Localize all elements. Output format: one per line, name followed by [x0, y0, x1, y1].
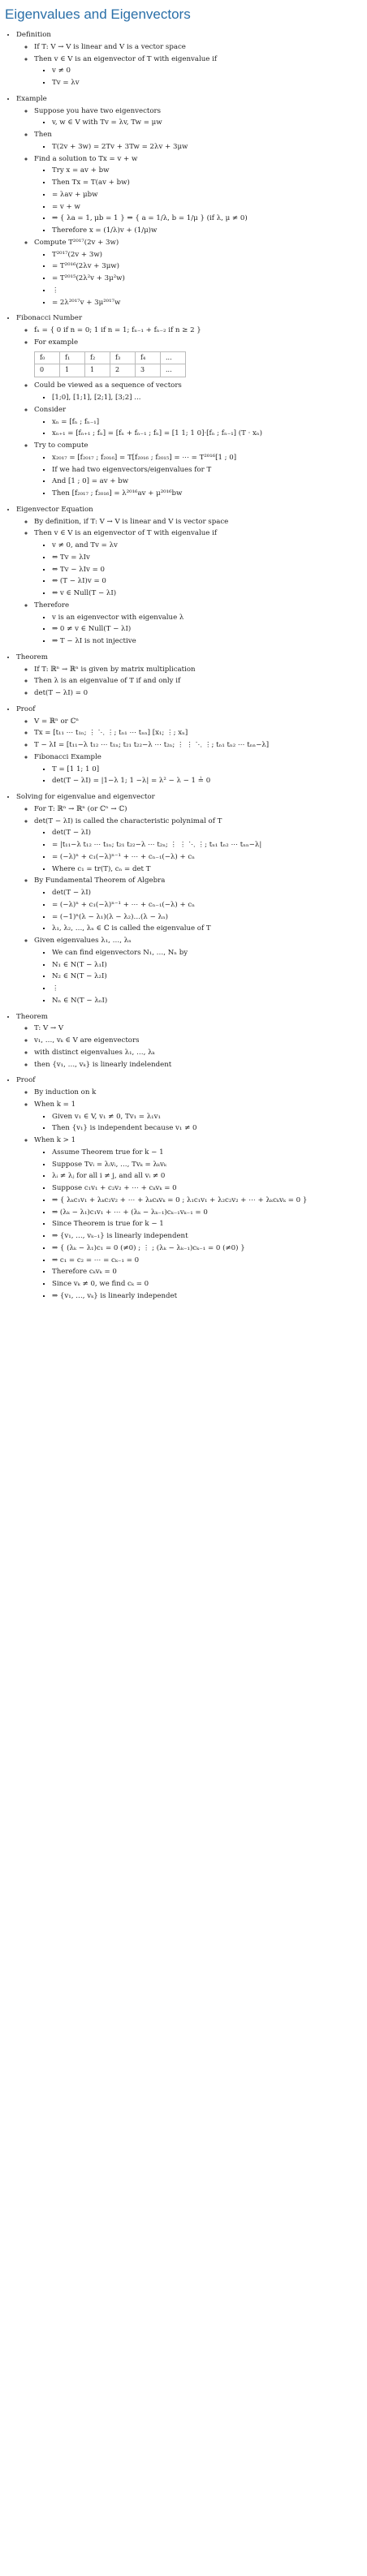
section-item	[16, 792, 362, 1007]
list-item	[52, 852, 362, 864]
section-item	[16, 704, 362, 787]
section-heading: Proof	[16, 704, 36, 713]
sub-list	[34, 1112, 362, 1135]
list-item	[52, 1279, 362, 1290]
list-item	[34, 601, 362, 648]
list-item	[52, 565, 362, 576]
list-item-text: Try x = av + bw	[52, 166, 110, 175]
list-item-text: = (−1)ⁿ(λ − λ₁)(λ − λ₂)…(λ − λₙ)	[52, 912, 169, 921]
list-item	[52, 166, 362, 177]
sub-list	[34, 765, 362, 788]
table-header-cell: f₀	[35, 351, 60, 364]
list-item	[34, 665, 362, 676]
section-list	[5, 30, 362, 1302]
list-item-text: Then	[34, 131, 52, 140]
list-item-text: Consider	[34, 405, 67, 414]
list-item-text: = (−λ)ⁿ + c₁(−λ)ⁿ⁻¹ + ⋯ + cₙ₋₁(−λ) + cₙ	[52, 900, 195, 909]
list-item	[34, 740, 362, 752]
sub-list	[34, 142, 362, 153]
list-item-text: = 2λ²⁰¹⁷v + 3μ²⁰¹⁷w	[52, 298, 121, 307]
list-item	[52, 765, 362, 776]
table-header-cell: ...	[161, 351, 186, 364]
list-item-text: ⇔ Tv − λIv = 0	[52, 565, 106, 574]
list-item	[34, 405, 362, 440]
table-cell: 2	[110, 364, 136, 377]
list-item-text: Given v₁ ∈ V, v₁ ≠ 0, Tv₁ = λ₁v₁	[52, 1112, 161, 1121]
list-item-text: xₙ₊₁ = [fₙ₊₁ ; fₙ] = [fₙ + fₙ₋₁ ; fₙ] = [1 1; 1 0]·[fₙ ; fₙ₋₁] (T · xₙ)	[52, 429, 262, 438]
list-item-text: Therefore cₖvₖ = 0	[52, 1268, 117, 1277]
sub-list	[16, 1023, 362, 1070]
list-item-text: Then Tx = T(av + bw)	[52, 179, 130, 187]
section-item	[16, 653, 362, 700]
section-item	[16, 313, 362, 499]
list-item	[52, 576, 362, 588]
list-item	[52, 924, 362, 935]
list-item	[52, 541, 362, 552]
list-item-text: ⋮	[52, 286, 59, 295]
list-item-text: Then [f₂₀₁₇ ; f₂₀₁₆] = λ²⁰¹⁶av + μ²⁰¹⁶bw	[52, 489, 183, 498]
list-item-text: N₂ ∈ N(T − λ₂I)	[52, 972, 107, 981]
list-item	[34, 528, 362, 600]
table-cell: 1	[85, 364, 110, 377]
list-item	[52, 142, 362, 153]
list-item	[34, 876, 362, 935]
list-item-text: Could be viewed as a sequence of vectors	[34, 381, 182, 390]
list-item	[52, 948, 362, 959]
list-item-text: Suppose Tvᵢ = λᵢvᵢ, …, Tvₖ = λₖvₖ	[52, 1160, 167, 1169]
list-item-text: ⇒ {v₁, …, vₖ₋₁} is linearly independent	[52, 1232, 188, 1241]
sub-list	[34, 828, 362, 875]
list-item-text: Try to compute	[34, 442, 89, 450]
list-item-text: And [1 ; 0] = av + bw	[52, 477, 129, 486]
list-item-text: For example	[34, 338, 79, 347]
list-item-text: T − λI = [t₁₁−λ t₁₂ ⋯ t₁ₙ; t₂₁ t₂₂−λ ⋯ t₂ₙ; ⋮ ⋮ ⋱ ⋮; tₙ₁ tₙ₂ ⋯ tₙₙ−λ]	[34, 741, 270, 750]
list-item	[52, 1123, 362, 1135]
list-item-text: ⇒ (λₖ − λ₁)c₁v₁ + ⋯ + (λₖ − λₖ₋₁)cₖ₋₁vₖ₋₁ = 0	[52, 1208, 208, 1217]
list-item-text: [1;0], [1;1], [2;1], [3;2] ...	[52, 394, 141, 403]
list-item-text: By induction on k	[34, 1088, 97, 1097]
sub-list	[16, 325, 362, 500]
list-item-text: λ₁, λ₂, …, λₙ ∈ ℂ is called the eigenvalue of T	[52, 924, 211, 933]
list-item-text: Since vₖ ≠ 0, we find cₖ = 0	[52, 1280, 149, 1289]
sub-list	[16, 106, 362, 309]
table-cell: 3	[136, 364, 161, 377]
section-heading: Theorem	[16, 653, 48, 661]
list-item	[52, 417, 362, 429]
section-item	[16, 94, 362, 309]
list-item-text: v ≠ 0, and Tv = λv	[52, 541, 118, 550]
table-header-cell: f₁	[60, 351, 85, 364]
list-item-text: ⋮	[52, 984, 59, 993]
sub-list	[34, 453, 362, 500]
list-item	[52, 250, 362, 261]
list-item	[52, 118, 362, 129]
list-item-text: T(2v + 3w) = 2Tv + 3Tw = 2λv + 3μw	[52, 142, 188, 151]
sub-list	[16, 1088, 362, 1303]
list-item	[52, 178, 362, 189]
list-item	[52, 900, 362, 911]
list-item-text: N₁ ∈ N(T − λ₁I)	[52, 960, 107, 969]
list-item-text: ⇔ Tv = λIv	[52, 553, 90, 562]
list-item-text: If we had two eigenvectors/eigenvalues for T	[52, 465, 212, 474]
sub-list	[34, 166, 362, 237]
list-item	[52, 190, 362, 201]
list-item	[52, 1208, 362, 1219]
list-item	[52, 960, 362, 971]
list-item	[52, 476, 362, 488]
sub-list	[34, 888, 362, 935]
list-item	[52, 624, 362, 635]
list-item-text: ⇔ v ∈ Null(T − λI)	[52, 589, 117, 598]
list-item	[34, 1100, 362, 1135]
list-item-text: Nₙ ∈ N(T − λₙI)	[52, 996, 108, 1005]
list-item	[52, 1243, 362, 1255]
table-cell: 0	[35, 364, 60, 377]
list-item-text: Then v ∈ V is an eigenvector of T with eigenvalue if	[34, 54, 218, 63]
outline	[5, 30, 362, 1302]
fibonacci-table	[34, 351, 186, 378]
list-item-text: then {v₁, …, vₖ} is linearly indelendent	[34, 1060, 172, 1069]
list-item-text: When k > 1	[34, 1136, 76, 1145]
list-item	[34, 517, 362, 528]
list-item-text: ⇒ 0 ≠ v ∈ Null(T − λI)	[52, 625, 132, 634]
list-item	[52, 213, 362, 225]
section-heading: Example	[16, 94, 47, 103]
list-item	[52, 202, 362, 213]
table-row	[35, 351, 186, 364]
list-item	[52, 776, 362, 787]
section-heading: Fibonacci Number	[16, 314, 83, 323]
list-item	[52, 226, 362, 237]
list-item-text: det(T − λI) = 0	[34, 689, 89, 698]
list-item-text: For T: ℝⁿ → ℝⁿ (or ℂⁿ → ℂ)	[34, 804, 127, 813]
list-item	[34, 130, 362, 153]
list-item	[34, 441, 362, 500]
list-item	[52, 66, 362, 77]
list-item-text: Therefore	[34, 601, 70, 610]
section-item	[16, 1075, 362, 1302]
list-item-text: T = [1 1; 1 0]	[52, 765, 100, 773]
list-item	[52, 261, 362, 273]
list-item-text: ⇒ T − λI is not injective	[52, 637, 136, 646]
list-item	[52, 864, 362, 876]
section-heading: Solving for eigenvalue and eigenvector	[16, 793, 155, 802]
table-cell: 1	[60, 364, 85, 377]
list-item-text: det(T − λI) = |1−λ 1; 1 −λ| = λ² − λ − 1 ≟ 0	[52, 777, 211, 786]
list-item-text: Therefore x = (1/λ)v + (1/μ)w	[52, 226, 158, 235]
list-item-text: x₂₀₁₇ = [f₂₀₁₇ ; f₂₀₁₆] = T[f₂₀₁₆ ; f₂₀₁₅] = ⋯ = T²⁰¹⁶[1 ; 0]	[52, 453, 237, 462]
list-item-text: Then λ is an eigenvalue of T if and only if	[34, 677, 181, 686]
list-item-text: Then v ∈ V is an eigenvector of T with eigenvalue if	[34, 529, 218, 538]
list-item	[52, 393, 362, 404]
list-item-text: Then {v₁} is independent because v₁ ≠ 0	[52, 1124, 197, 1133]
list-item	[34, 717, 362, 728]
list-item-text: If T: ℝⁿ → ℝⁿ is given by matrix multiplication	[34, 665, 196, 674]
list-item	[52, 553, 362, 564]
list-item-text: We can find eigenvectors N₁, …, Nₙ by	[52, 948, 188, 957]
list-item-text: Find a solution to Tx = v + w	[34, 154, 138, 163]
page-title: Eigenvalues and Eigenvectors	[5, 6, 191, 22]
list-item-text: Suppose c₁v₁ + c₂v₂ + ⋯ + cₖvₖ = 0	[52, 1184, 177, 1193]
sub-list	[34, 613, 362, 648]
list-item-text: v ≠ 0	[52, 67, 71, 75]
list-item	[34, 936, 362, 1007]
list-item	[52, 1291, 362, 1303]
table-header-cell: f₄	[136, 351, 161, 364]
section-heading: Proof	[16, 1076, 36, 1085]
list-item-text: V = ℝⁿ or ℂⁿ	[34, 717, 80, 726]
list-item-text: ⇒ { λₖc₁v₁ + λₖc₂v₂ + ⋯ + λₖcₖvₖ = 0 ; λ₁c₁v₁ + λ₂c₂v₂ + ⋯ + λₖcₖvₖ = 0 }	[52, 1195, 308, 1204]
sub-list	[16, 42, 362, 89]
list-item	[34, 816, 362, 876]
sub-list	[34, 417, 362, 441]
list-item-text: ⇔ (T − λI)v = 0	[52, 577, 106, 586]
list-item-text: T: V → V	[34, 1024, 64, 1033]
list-item	[34, 106, 362, 130]
list-item-text: Fibonacci Example	[34, 752, 101, 761]
sub-list	[34, 393, 362, 404]
list-item	[52, 984, 362, 995]
list-item	[34, 381, 362, 404]
list-item	[34, 676, 362, 687]
table-header-cell: f₃	[110, 351, 136, 364]
list-item	[52, 1256, 362, 1267]
list-item	[52, 840, 362, 851]
list-item-text: fₙ = { 0 if n = 0; 1 if n = 1; fₙ₋₁ + fₙ₋₂ if n ≥ 2 }	[34, 326, 201, 335]
sub-list	[34, 948, 362, 1007]
list-item	[34, 54, 362, 89]
list-item-text: det(T − λI)	[52, 889, 91, 898]
list-item	[52, 298, 362, 309]
list-item-text: When k = 1	[34, 1100, 76, 1109]
list-item-text: If T: V → V is linear and V is a vector space	[34, 42, 186, 51]
list-item-text: det(T − λI)	[52, 829, 91, 838]
list-item	[52, 613, 362, 624]
list-item-text: det(T − λI) is called the characteristic polynimal of T	[34, 816, 222, 825]
sub-list	[16, 717, 362, 788]
list-item-text: T²⁰¹⁷(2v + 3w)	[52, 250, 103, 259]
list-item-text: ⇒ { λa = 1, μb = 1 } ⇒ { a = 1/λ, b = 1/μ } (if λ, μ ≠ 0)	[52, 214, 248, 223]
list-item	[34, 325, 362, 337]
list-item	[52, 1195, 362, 1207]
sub-list	[16, 665, 362, 700]
section-item	[16, 505, 362, 648]
list-item-text: xₙ = [fₙ ; fₙ₋₁]	[52, 417, 100, 426]
list-item	[52, 429, 362, 440]
sub-list	[34, 541, 362, 600]
table-row	[35, 364, 186, 377]
list-item	[34, 752, 362, 787]
list-item	[34, 1135, 362, 1303]
list-item-text: ⇒ {v₁, …, vₖ} is linearly independet	[52, 1291, 178, 1300]
sub-list	[34, 118, 362, 129]
list-item-text: ⇒ c₁ = c₂ = ⋯ = cₖ₋₁ = 0	[52, 1256, 140, 1264]
list-item	[34, 1060, 362, 1071]
list-item	[52, 971, 362, 983]
list-item-text: Where c₁ = tr(T), cₙ = det T	[52, 864, 151, 873]
list-item-text: Assume Theorem true for k − 1	[52, 1148, 164, 1157]
section-heading: Definition	[16, 31, 51, 40]
list-item	[52, 1112, 362, 1123]
table-cell: ...	[161, 364, 186, 377]
list-item	[52, 274, 362, 285]
section-item	[16, 1012, 362, 1071]
list-item	[52, 1219, 362, 1230]
list-item-text: = |t₁₁−λ t₁₂ ⋯ t₁ₙ; t₂₁ t₂₂−λ ⋯ t₂ₙ; ⋮ ⋮ ⋱ ⋮; tₙ₁ tₙ₂ ⋯ tₙₙ−λ|	[52, 841, 262, 850]
list-item	[52, 588, 362, 600]
list-item-text: By definition, if T: V → V is linear and V is vector space	[34, 517, 229, 526]
list-item-text: v₁, …, vₖ ∈ V are eigenvectors	[34, 1036, 140, 1045]
list-item-text: v, w ∈ V with Tv = λv, Tw = μw	[52, 118, 162, 127]
list-item-text: = T²⁰¹⁶(2λv + 3μw)	[52, 262, 119, 271]
section-heading: Theorem	[16, 1012, 48, 1021]
list-item	[52, 465, 362, 476]
section-heading: Eigenvector Equation	[16, 505, 93, 514]
list-item-text: = v + w	[52, 202, 80, 211]
list-item-text: Tv = λv	[52, 79, 80, 88]
list-item-text: = (−λ)ⁿ + c₁(−λ)ⁿ⁻¹ + ⋯ + cₙ₋₁(−λ) + cₙ	[52, 852, 195, 861]
list-item-text: Given eigenvalues λ₁, …, λₙ	[34, 937, 132, 946]
list-item	[34, 1036, 362, 1047]
list-item-text: = λav + μbw	[52, 190, 98, 199]
list-item	[34, 1088, 362, 1099]
list-item-text: v is an eigenvector with eigenvalue λ	[52, 613, 184, 622]
list-item	[34, 804, 362, 816]
list-item	[34, 688, 362, 700]
section-item	[16, 30, 362, 89]
list-item	[34, 1048, 362, 1059]
list-item	[34, 42, 362, 54]
list-item	[52, 636, 362, 648]
list-item	[34, 338, 362, 377]
list-item-text: λᵢ ≠ λⱼ for all i ≠ j, and all vᵢ ≠ 0	[52, 1172, 166, 1181]
list-item	[52, 888, 362, 899]
list-item	[52, 1148, 362, 1159]
list-item-text: Since Theorem is true for k − 1	[52, 1220, 164, 1229]
list-item	[52, 1160, 362, 1171]
sub-list	[34, 66, 362, 89]
sub-list	[16, 517, 362, 648]
list-item	[52, 996, 362, 1007]
list-item	[52, 489, 362, 500]
list-item-text: Compute T²⁰¹⁷(2v + 3w)	[34, 238, 119, 247]
list-item	[52, 1171, 362, 1182]
list-item	[34, 154, 362, 237]
sub-list	[34, 1148, 362, 1303]
list-item-text: Tx = [t₁₁ ⋯ t₁ₙ; ⋮ ⋱ ⋮; tₙ₁ ⋯ tₙₙ] [x₁; ⋮; xₙ]	[34, 729, 188, 738]
list-item	[34, 238, 362, 309]
sub-list	[16, 804, 362, 1007]
list-item	[52, 912, 362, 924]
list-item-text: ⇒ { (λₖ − λ₁)c₁ = 0 (≠0) ; ⋮ ; (λₖ − λₖ₋₁)cₖ₋₁ = 0 (≠0) }	[52, 1243, 245, 1252]
sub-list	[34, 250, 362, 309]
list-item	[52, 828, 362, 839]
list-item	[52, 78, 362, 89]
list-item-text: By Fundamental Theorem of Algebra	[34, 877, 166, 885]
list-item	[52, 1267, 362, 1278]
list-item	[34, 728, 362, 739]
list-item-text: = T²⁰¹⁵(2λ²v + 3μ²w)	[52, 274, 125, 283]
list-item-text: Suppose you have two eigenvectors	[34, 106, 162, 115]
list-item	[52, 1231, 362, 1243]
list-item	[52, 453, 362, 464]
list-item	[52, 286, 362, 297]
list-item-text: with distinct eigenvalues λ₁, …, λₖ	[34, 1048, 155, 1057]
list-item	[34, 1023, 362, 1035]
list-item	[52, 1183, 362, 1195]
table-header-cell: f₂	[85, 351, 110, 364]
